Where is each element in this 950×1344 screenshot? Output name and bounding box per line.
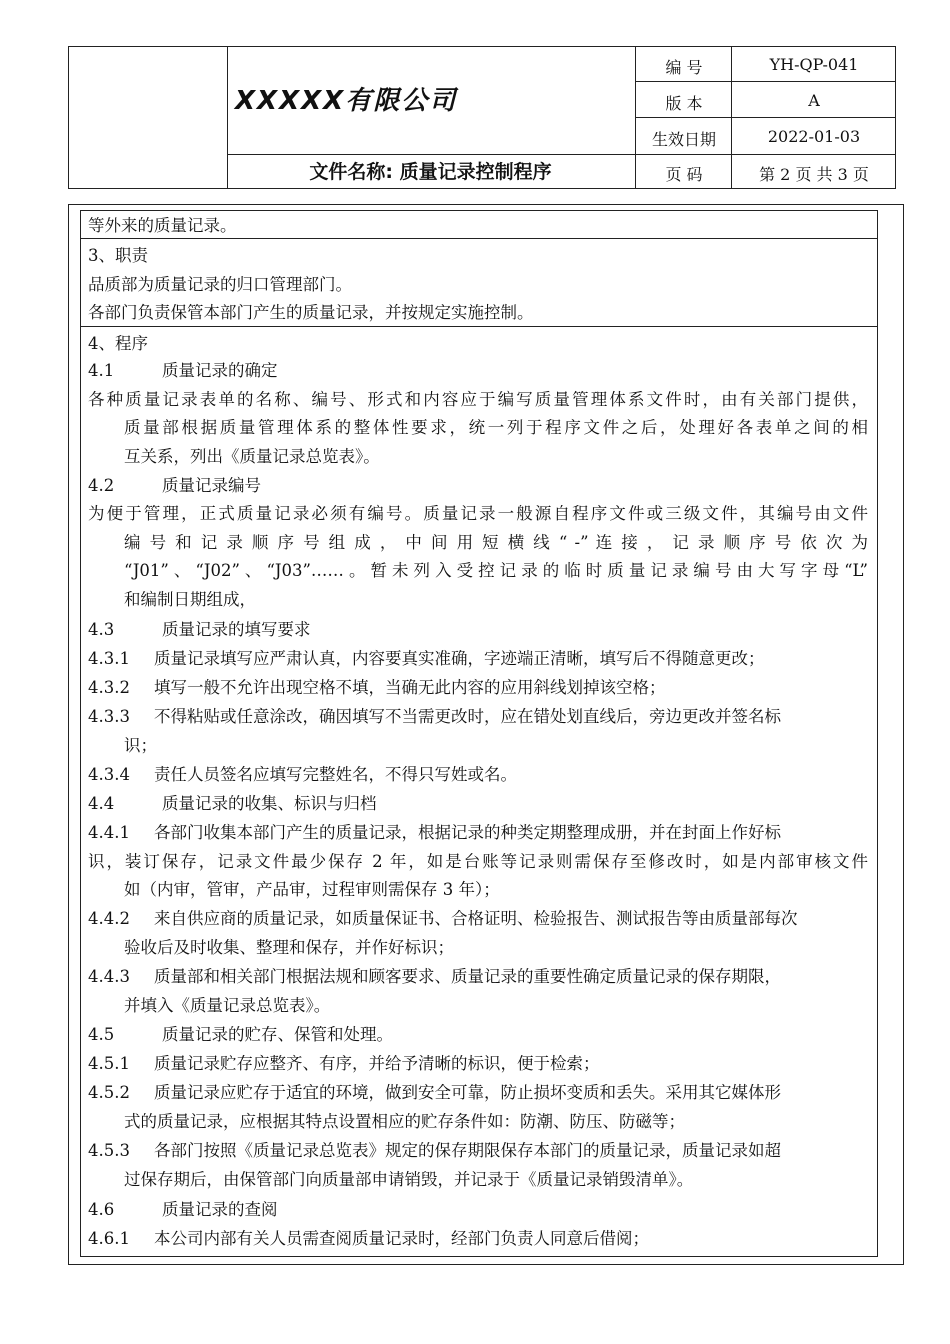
section-divider (80, 326, 878, 327)
version-value: A (808, 91, 820, 110)
clause-number: 4.4.1 (88, 823, 130, 842)
clause-title: 质量记录编号 (162, 476, 261, 495)
clause-heading (88, 790, 377, 814)
clause-heading (88, 616, 311, 640)
clause-number: 4.3.1 (88, 649, 130, 668)
clause-text: 质量记录应贮存于适宜的环境，做到安全可靠，防止损坏变质和丢失。采用其它媒体形 (154, 1083, 781, 1102)
body-line: 识； (124, 736, 157, 755)
clause-line (88, 645, 765, 669)
body-line: 并填入《质量记录总览表》。 (124, 996, 331, 1015)
page-number-value: 第 2 页 共 3 页 (759, 165, 869, 184)
clause-number: 4.3.3 (88, 707, 130, 726)
clause-text: 质量记录贮存应整齐、有序，并给予清晰的标识，便于检索； (154, 1054, 600, 1073)
clause-text: 质量部和相关部门根据法规和顾客要求、质量记录的重要性确定质量记录的保存期限， (154, 967, 781, 986)
body-line: 各种质量记录表单的名称、编号、形式和内容应于编写质量管理体系文件时，由有关部门提供， (88, 390, 868, 409)
section-divider (80, 238, 878, 239)
clause-title: 质量记录的查阅 (162, 1200, 278, 1219)
clause-number: 4.4 (88, 794, 115, 813)
clause-line (88, 963, 781, 987)
clause-number: 4.3 (88, 620, 115, 639)
header-divider (635, 81, 895, 82)
body-line: 过保存期后，由保管部门向质量部申请销毁，并记录于《质量记录销毁清单》。 (124, 1170, 694, 1189)
body-line: 品质部为质量记录的归口管理部门。 (88, 275, 352, 294)
clause-text: 填写一般不允许出现空格不填，当确无此内容的应用斜线划掉该空格； (154, 678, 666, 697)
clause-line (88, 1079, 781, 1103)
clause-number: 4.5.1 (88, 1054, 130, 1073)
body-line: 等外来的质量记录。 (88, 216, 237, 235)
clause-number: 4.3.4 (88, 765, 130, 784)
body-line: “J01”、“J02”、“J03”……。暂未列入受控记录的临时质量记录编号由大写字母“L” (124, 561, 868, 580)
clause-text: 不得粘贴或任意涂改，确因填写不当需更改时，应在错处划直线后，旁边更改并签名标 (154, 707, 781, 726)
body-line: 编 号 和 记 录 顺 序 号 组 成 ， 中 间 用 短 横 线 “ -” 连 接 ， 记 录 顺 序 号 依 次 为 (124, 533, 868, 552)
clause-number: 4.3.2 (88, 678, 130, 697)
clause-line (88, 761, 517, 785)
clause-heading (88, 1021, 393, 1045)
clause-number: 4.5.3 (88, 1141, 130, 1160)
clause-title: 质量记录的确定 (162, 361, 278, 380)
body-line: 如（内审，管审，产品审，过程审则需保存 3 年）； (124, 880, 500, 899)
doc-number-label: 编 号 (665, 58, 703, 77)
header-divider (227, 154, 895, 155)
clause-line (88, 674, 666, 698)
clause-number: 4.6.1 (88, 1229, 130, 1248)
clause-text: 本公司内部有关人员需查阅质量记录时，经部门负责人同意后借阅； (154, 1229, 649, 1248)
body-line: 互关系，列出《质量记录总览表》。 (124, 447, 380, 466)
clause-text: 各部门收集本部门产生的质量记录，根据记录的种类定期整理成册，并在封面上作好标 (154, 823, 781, 842)
document-title: 文件名称: 质量记录控制程序 (309, 161, 552, 183)
body-line: 质量部根据质量管理体系的整体性要求，统一列于程序文件之后，处理好各表单之间的相 (124, 418, 868, 437)
clause-number: 4.4.2 (88, 909, 130, 928)
body-line: 各部门负责保管本部门产生的质量记录，并按规定实施控制。 (88, 303, 534, 322)
clause-line (88, 1225, 649, 1249)
clause-number: 4.6 (88, 1200, 115, 1219)
header-divider (635, 117, 895, 118)
clause-heading (88, 1196, 278, 1220)
clause-line (88, 1050, 600, 1074)
body-line: 和编制日期组成， (124, 590, 256, 609)
clause-text: 来自供应商的质量记录，如质量保证书、合格证明、检验报告、测试报告等由质量部每次 (154, 909, 798, 928)
clause-line (88, 819, 781, 843)
section-heading: 3、职责 (88, 246, 148, 265)
doc-number-value: YH-QP-041 (769, 55, 859, 74)
body-line: 验收后及时收集、整理和保存，并作好标识； (124, 938, 454, 957)
clause-heading (88, 357, 278, 381)
clause-number: 4.1 (88, 361, 115, 380)
clause-heading (88, 472, 261, 496)
clause-line (88, 905, 798, 929)
clause-number: 4.5 (88, 1025, 115, 1044)
clause-line (88, 703, 781, 727)
clause-line (88, 1137, 781, 1161)
clause-number: 4.4.3 (88, 967, 130, 986)
body-line: 为便于管理，正式质量记录必须有编号。质量记录一般源自程序文件或三级文件，其编号由文件 (88, 504, 868, 523)
clause-title: 质量记录的贮存、保管和处理。 (162, 1025, 393, 1044)
clause-number: 4.5.2 (88, 1083, 130, 1102)
effective-date-value: 2022-01-03 (767, 127, 861, 146)
clause-number: 4.2 (88, 476, 115, 495)
version-label: 版 本 (665, 94, 703, 113)
clause-text: 各部门按照《质量记录总览表》规定的保存期限保存本部门的质量记录，质量记录如超 (154, 1141, 781, 1160)
effective-date-label: 生效日期 (651, 130, 716, 149)
clause-title: 质量记录的收集、标识与归档 (162, 794, 377, 813)
clause-text: 质量记录填写应严肃认真，内容要真实准确，字迹端正清晰，填写后不得随意更改； (154, 649, 765, 668)
section-heading: 4、程序 (88, 334, 148, 353)
body-line: 识，装订保存，记录文件最少保存 2 年，如是台账等记录则需保存至修改时，如是内部审核文件 (88, 852, 868, 871)
clause-text: 责任人员签名应填写完整姓名，不得只写姓或名。 (154, 765, 517, 784)
body-line: 式的质量记录，应根据其特点设置相应的贮存条件如：防潮、防压、防磁等； (124, 1112, 685, 1131)
clause-title: 质量记录的填写要求 (162, 620, 311, 639)
page-number-label: 页 码 (665, 165, 703, 184)
company-name: XXXXX有限公司 (235, 86, 458, 116)
